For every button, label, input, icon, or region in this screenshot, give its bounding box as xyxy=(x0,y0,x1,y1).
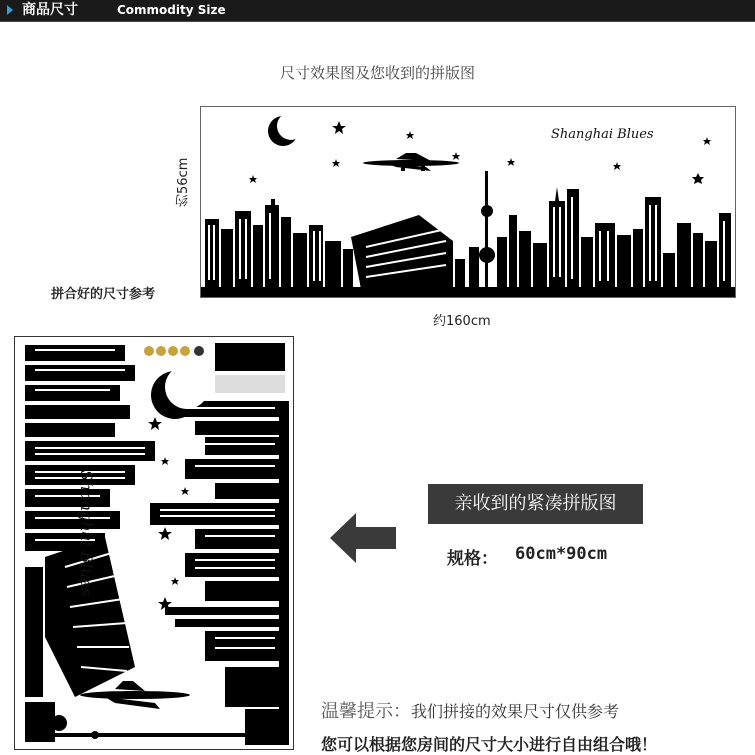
received-banner: 亲收到的紧凑拼版图 xyxy=(428,484,643,524)
assembled-size-label: 拼合好的尺寸参考 xyxy=(51,287,156,302)
tip-line-1 xyxy=(321,697,619,723)
section-title-en: Commodity Size xyxy=(117,3,226,17)
arrow-left-icon xyxy=(330,513,396,563)
panorama-brand: Shanghai Blues xyxy=(551,127,654,142)
section-header xyxy=(0,0,755,22)
tip-line-2: 您可以根据您房间的尺寸大小进行自由组合哦！ xyxy=(321,735,658,754)
tip-text-1: 我们拼接的效果尺寸仅供参考 xyxy=(411,702,620,721)
spec-value: 60cm*90cm xyxy=(515,544,608,564)
spec-label: 规格： xyxy=(447,549,498,569)
tip-title: 温馨提示： xyxy=(321,701,411,722)
skyline-silhouette xyxy=(201,107,735,297)
width-dimension: 约160cm xyxy=(433,314,491,329)
triangle-bullet-icon xyxy=(7,5,13,15)
section-title-cn: 商品尺寸 xyxy=(22,2,78,18)
assembled-skyline-image xyxy=(200,106,736,298)
height-dimension: 约56cm xyxy=(176,157,191,207)
received-sheet-image xyxy=(14,336,294,750)
panorama-caption: 尺寸效果图及您收到的拼版图 xyxy=(279,64,475,82)
sheet-silhouette xyxy=(15,337,293,749)
sheet-brand: Shanghai Blues xyxy=(77,470,96,597)
